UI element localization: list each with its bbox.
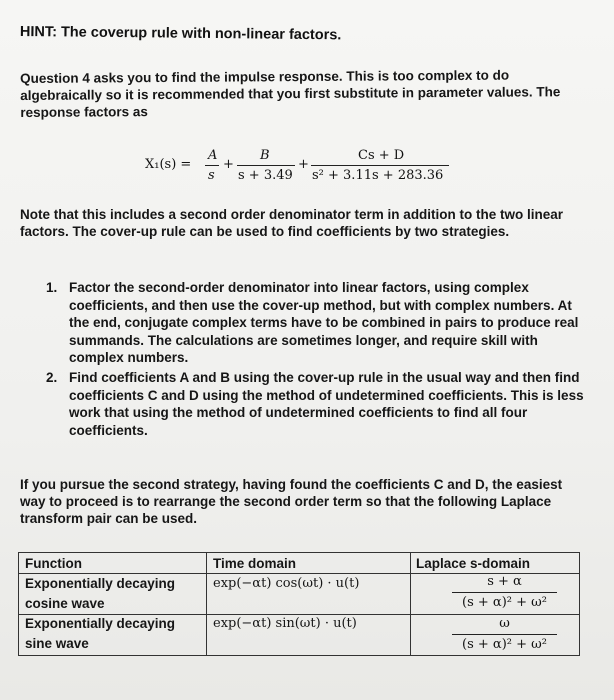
term3-fraction-bar [311, 165, 449, 166]
row1-laplace-numerator: s + α [487, 574, 522, 589]
list-number: 2. [46, 369, 58, 385]
row2-function-line2: sine wave [25, 636, 89, 651]
equation-lhs: X₁(s) = [145, 157, 192, 172]
term1-fraction-bar [205, 165, 219, 166]
row2-laplace-numerator: ω [499, 616, 510, 631]
term2-denominator: s + 3.49 [238, 168, 293, 183]
row1-time-domain: exp(−αt) cos(ωt) · u(t) [213, 576, 360, 591]
table-header-divider [19, 573, 579, 574]
header-function: Function [25, 556, 82, 571]
plus-sign-2: + [298, 157, 309, 172]
row2-laplace-fraction-bar [452, 634, 557, 635]
table-row-divider [19, 614, 579, 615]
row1-laplace-denominator: (s + α)² + ω² [462, 595, 547, 610]
list-item [46, 369, 586, 439]
list-number: 1. [46, 280, 58, 295]
function-column [19, 553, 206, 655]
row1-function-line1: Exponentially decaying [25, 576, 176, 591]
strategy-paragraph: If you pursue the second strategy, having found the coefficients C and D, the easiest way to proceed is to rearrange the second order term so that the following Laplace transform pair can be used. [20, 477, 563, 526]
term1-denominator: s [208, 168, 215, 183]
plus-sign-1: + [223, 157, 234, 172]
row1-function-line2: cosine wave [25, 596, 105, 611]
term2-fraction-bar [237, 165, 295, 166]
laplace-pair-table [18, 552, 580, 656]
list-item-text: Find coefficients A and B using the cover-up rule in the usual way and then find coefficients C and D using the method of undetermined coefficients. This is less work that using the method of undetermined coefficients to find all four coefficients. [69, 369, 584, 438]
list-item-text: Factor the second-order denominator into linear factors, using complex coefficients, and then use the cover-up method, but with complex numbers. At the end, conjugate complex terms have to be combined in pairs to produce real summands. The calculations are sometimes longer, and require skill with complex numbers. [69, 280, 579, 366]
hint-heading: HINT: The coverup rule with non-linear factors. [19, 24, 342, 44]
strategy-list [46, 279, 586, 441]
row2-function-line1: Exponentially decaying [25, 616, 176, 631]
term3-numerator: Cs + D [358, 148, 405, 163]
term1-numerator: A [208, 148, 218, 163]
note-paragraph: Note that this includes a second order denominator term in addition to the two linear factors. The cover-up rule can be used to find coefficients by two strategies. [20, 207, 564, 239]
header-laplace: Laplace s-domain [416, 556, 531, 571]
row2-time-domain: exp(−αt) sin(ωt) · u(t) [213, 616, 357, 631]
intro-paragraph: Question 4 asks you to find the impulse response. This is too complex to do algebraically so it is recommended that you first substitute in parameter values. The response factors as [20, 67, 561, 120]
row1-laplace-fraction-bar [452, 592, 557, 593]
header-time-domain: Time domain [213, 556, 297, 571]
laplace-column [410, 553, 579, 655]
row2-laplace-denominator: (s + α)² + ω² [462, 637, 547, 652]
list-item [46, 279, 586, 367]
term2-numerator: B [260, 148, 270, 163]
term3-denominator: s² + 3.11s + 283.36 [312, 168, 444, 183]
time-domain-column [206, 553, 411, 655]
